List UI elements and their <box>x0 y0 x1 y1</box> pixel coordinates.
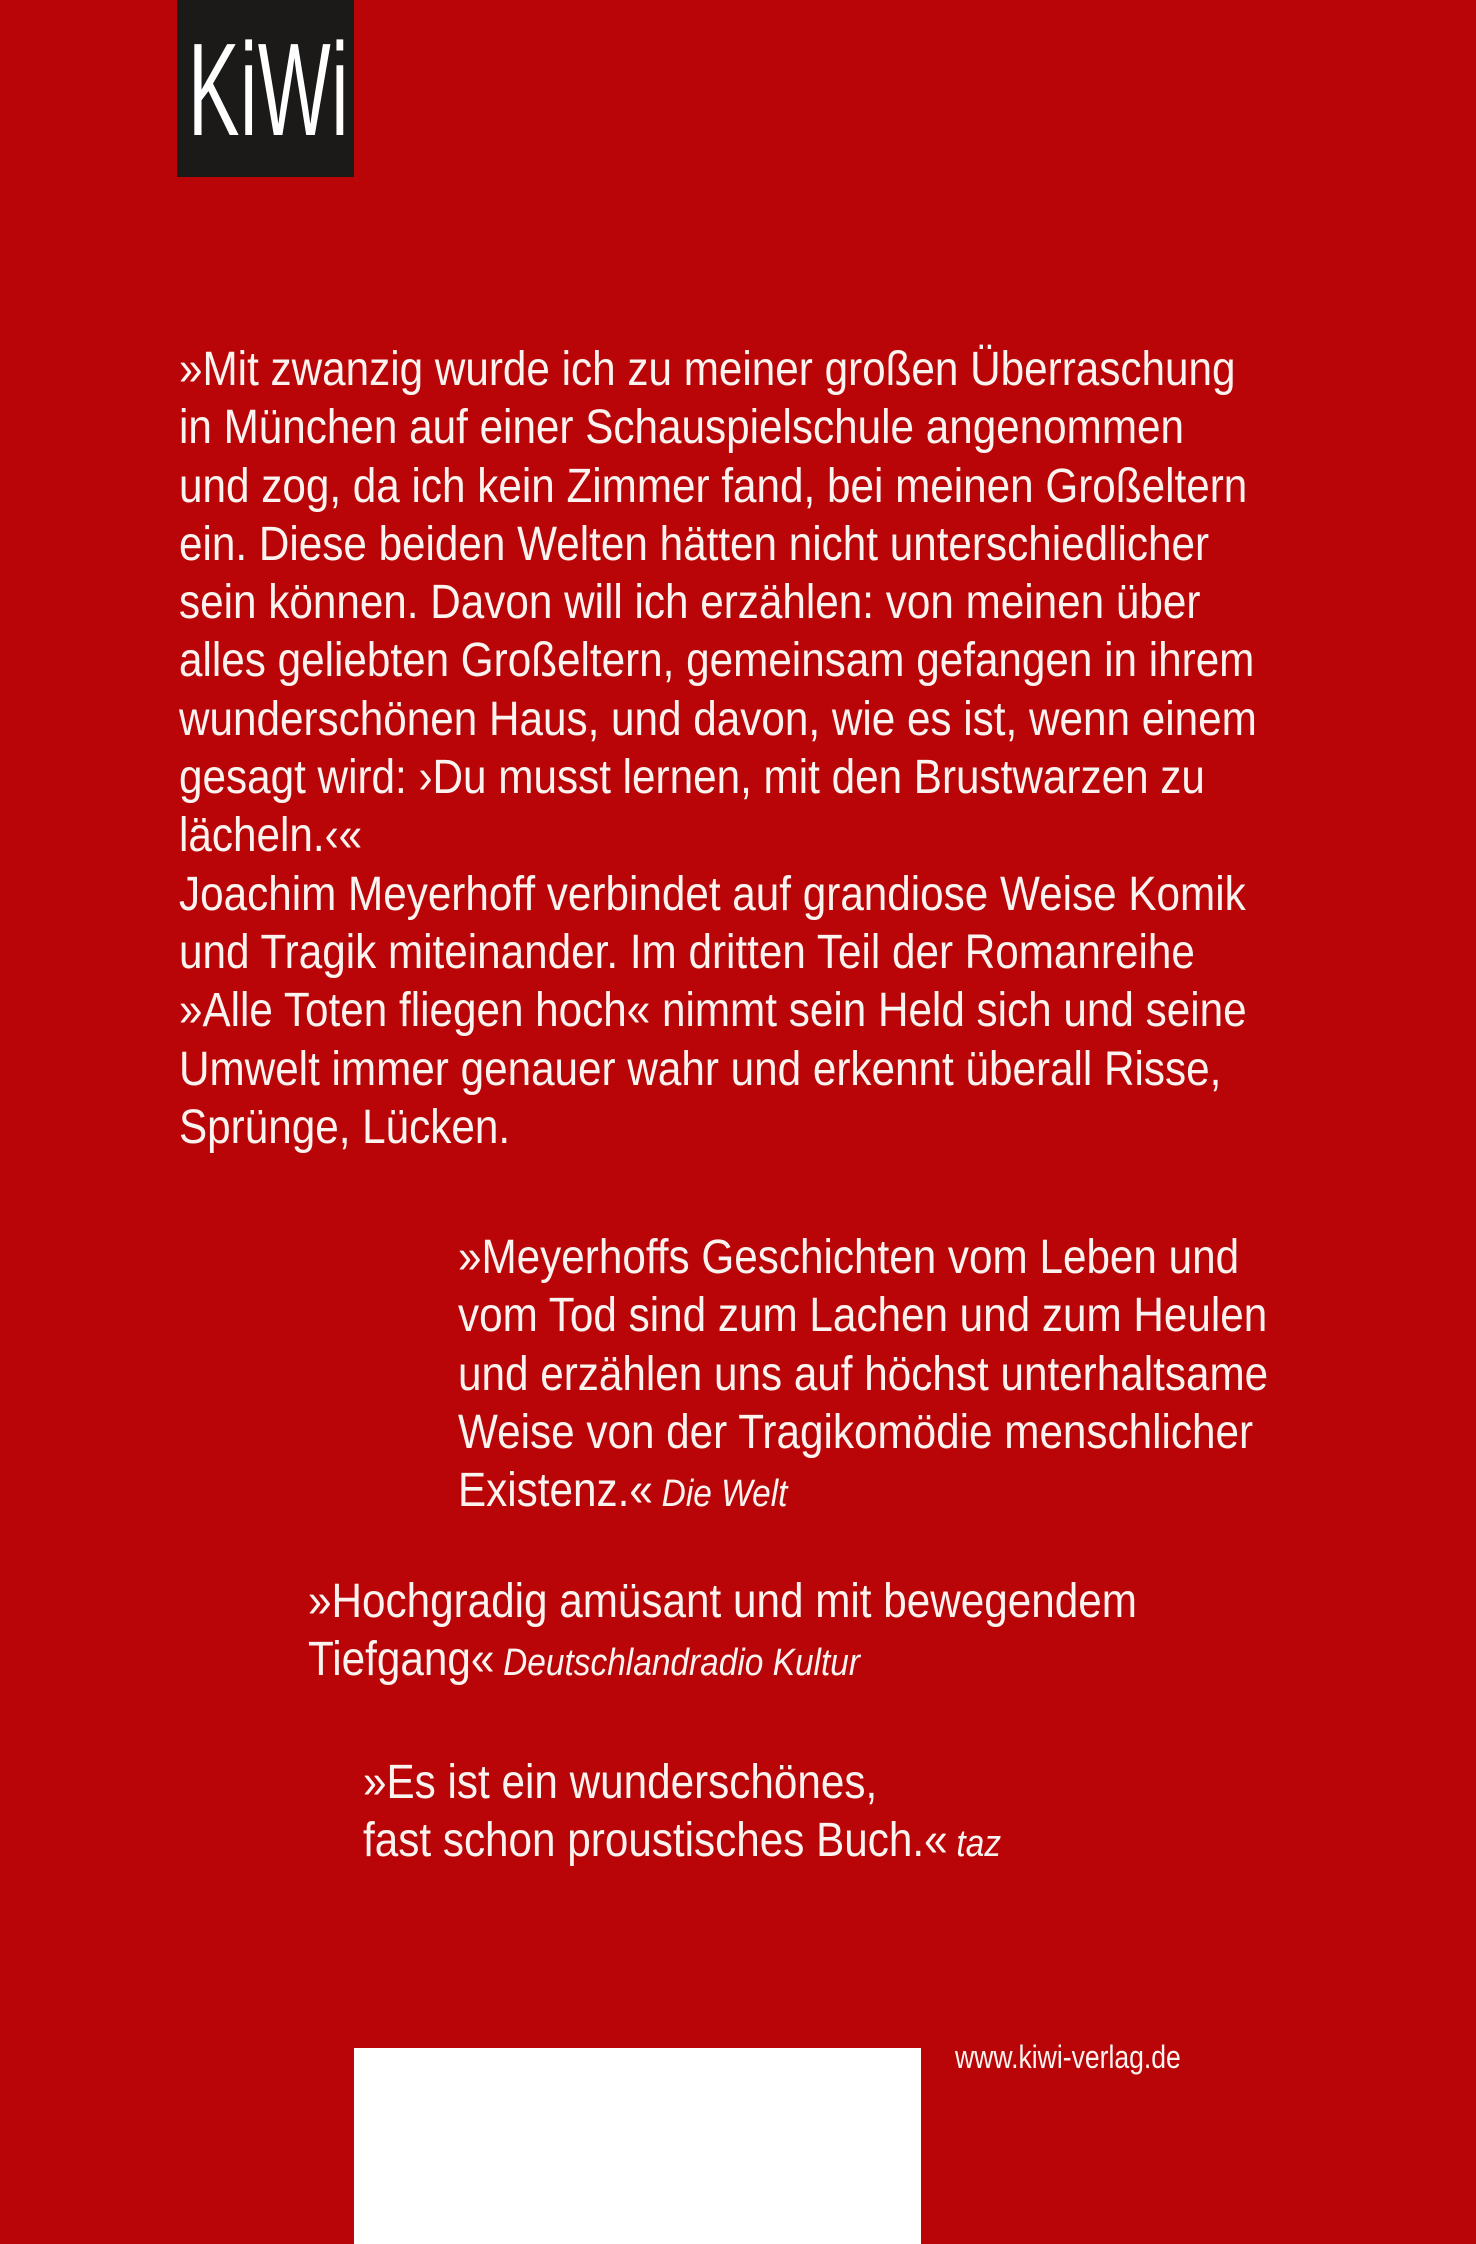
review-line: Weise von der Tragikomödie menschlicher <box>458 1405 1254 1459</box>
review-quote-deutschlandradio <box>308 1573 1137 1690</box>
blurb-line: »Mit zwanzig wurde ich zu meiner großen Überraschung <box>179 343 1236 396</box>
blurb-line: Sprünge, Lücken. <box>179 1100 511 1154</box>
review-quote-taz <box>363 1754 1001 1871</box>
review-text: Existenz.« <box>458 1464 653 1518</box>
review-line: »Es ist ein wunderschönes, <box>363 1756 878 1809</box>
review-line <box>458 1462 1268 1520</box>
blurb-line: Umwelt immer genauer wahr und erkennt überall Risse, <box>179 1042 1222 1096</box>
review-line: und erzählen uns auf höchst unterhaltsame <box>458 1347 1269 1401</box>
review-text: Tiefgang« <box>308 1633 495 1687</box>
blurb-line: gesagt wird: ›Du musst lernen, mit den Brustwarzen zu <box>179 751 1205 805</box>
blurb-line: ein. Diese beiden Welten hätten nicht unterschiedlicher <box>179 517 1210 571</box>
barcode-placeholder <box>354 2048 921 2244</box>
blurb-line: sein können. Davon will ich erzählen: von meinen über <box>179 576 1201 630</box>
publisher-url: www.kiwi-verlag.de <box>955 2039 1181 2075</box>
blurb-line: »Alle Toten fliegen hoch« nimmt sein Held sich und seine <box>179 984 1247 1038</box>
review-text: fast schon proustisches Buch.« <box>363 1814 948 1868</box>
review-quote-die-welt <box>458 1229 1268 1520</box>
review-source: taz <box>956 1823 1002 1866</box>
review-line <box>308 1631 1137 1689</box>
review-source: Deutschlandradio Kultur <box>503 1642 861 1685</box>
review-line: »Hochgradig amüsant und mit bewegendem <box>308 1575 1137 1628</box>
blurb-line: in München auf einer Schauspielschule angenommen <box>179 401 1185 455</box>
blurb-line: lächeln.‹« <box>179 809 363 863</box>
blurb-line: alles geliebten Großeltern, gemeinsam gefangen in ihrem <box>179 634 1255 688</box>
review-line: vom Tod sind zum Lachen und zum Heulen <box>458 1289 1268 1343</box>
blurb-line: Joachim Meyerhoff verbindet auf grandiose Weise Komik <box>179 867 1246 921</box>
blurb-line: wunderschönen Haus, und davon, wie es ist, wenn einem <box>179 692 1257 746</box>
review-line <box>363 1812 1001 1870</box>
publisher-logo <box>177 0 354 177</box>
blurb-text <box>179 341 1257 1157</box>
review-source: Die Welt <box>661 1473 788 1516</box>
logo-text: KiWi <box>188 16 350 163</box>
review-line: »Meyerhoffs Geschichten vom Leben und <box>458 1231 1240 1284</box>
blurb-line: und zog, da ich kein Zimmer fand, bei meinen Großeltern <box>179 459 1248 513</box>
blurb-line: und Tragik miteinander. Im dritten Teil der Romanreihe <box>179 925 1195 979</box>
